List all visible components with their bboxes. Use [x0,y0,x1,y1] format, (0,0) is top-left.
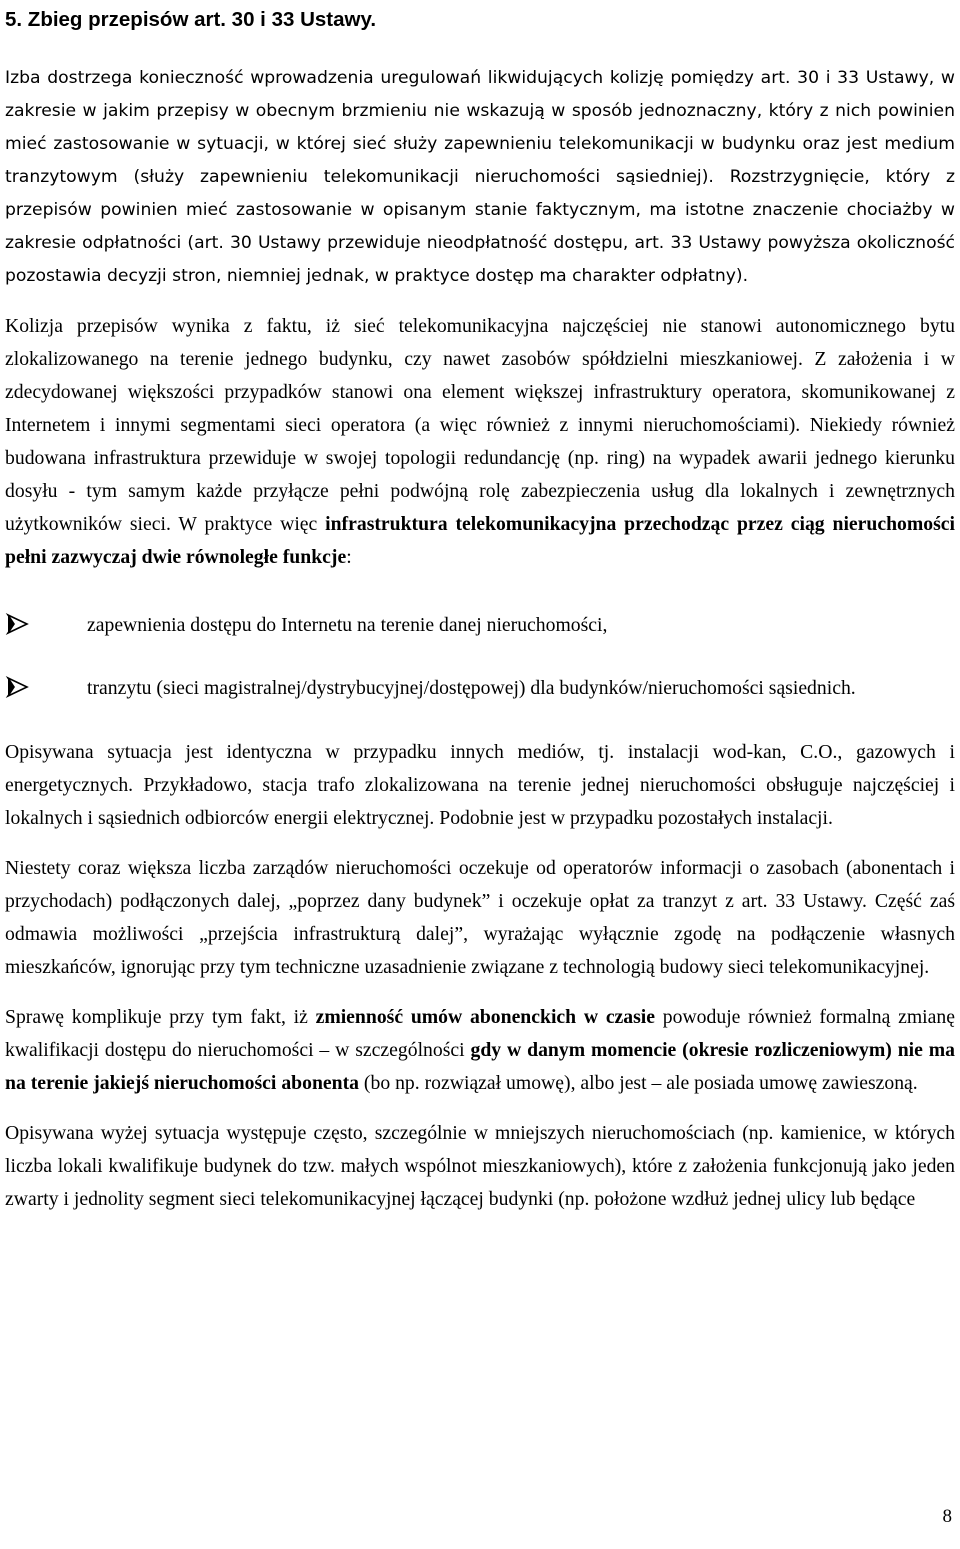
paragraph-text: (bo np. rozwiązał umowę), albo jest – ale posiada umowę zawieszoną. [359,1072,918,1094]
arrow-bullet-icon [5,611,31,637]
document-page [5,0,955,1216]
page-number: 8 [942,1506,952,1527]
paragraph-small-properties: Opisywana wyżej sytuacja występuje często, szczególnie w mniejszych nieruchomościach (np. kamienice, w których liczba lokali kwalifikuje budynek do tzw. małych wspólnot mieszkaniowych), które z założenia funkcjonują jako jeden zwarty i jednolity segment sieci telekomunikacyjnej łączącej budynki (np. położone wzdłuż jednej ulicy lub będące [5,1122,955,1210]
paragraph-text: Kolizja przepisów wynika z faktu, iż sieć telekomunikacyjna najczęściej nie stanowi autonomicznego bytu zlokalizowanego na terenie jednego budynku, czy nawet zasobów spółdzielni mieszkaniowej. Z założenia i w zdecydowanej większości przypadków stanowi ona element większej infrastruktury operatora, skomunikowanej z Internetem i innymi segmentami sieci operatora (a więc również z innymi nieruchomościami). Niekiedy również budowana infrastruktura przewiduje w swojej topologii redundancję (np. ring) na wypadek awarii jednego kierunku dosyłu - tym samym każde przyłącze pełni podwójną rolę zabezpieczenia usług dla lokalnych i zewnętrznych użytkowników sieci. W praktyce więc [5,315,955,535]
arrow-bullet-icon [5,674,31,700]
paragraph-colon: : [346,546,352,568]
paragraph-management-demands: Niestety coraz większa liczba zarządów nieruchomości oczekuje od operatorów informacji o zasobach (abonentach i przychodach) podłączonych dalej, „poprzez dany budynek” i oczekuje opłat za tranzyt z art. 33 Ustawy. Część zaś odmawia możliwości „przejścia infrastrukturą dalej”, wyrażając wyłącznie zgodę na podłączenie własnych mieszkańców, ignorując przy tym techniczne uzasadnienie związane z technologią budowy sieci telekomunikacyjnej. [5,857,955,978]
paragraph-bold-text: gdy w danym momencie (okresie rozliczeniowym) nie ma na terenie jakiejś nieruchomości abonenta [5,1039,955,1094]
paragraph-collision-cause [5,310,955,574]
paragraph-text: powoduje również formalną zmianę kwalifikacji dostępu do nieruchomości – w szczególności [5,1006,955,1061]
list-item-text: zapewnienia dostępu do Internetu na terenie danej nieruchomości, [87,614,608,636]
list-item [5,672,955,705]
paragraph-bold-text: zmienność umów abonenckich w czasie [315,1006,656,1028]
paragraph-text: Sprawę komplikuje przy tym fakt, iż [5,1006,316,1028]
section-heading: 5. Zbieg przepisów art. 30 i 33 Ustawy. [5,8,377,31]
paragraph-other-media: Opisywana sytuacja jest identyczna w przypadku innych mediów, tj. instalacji wod-kan, C.O., gazowych i energetycznych. Przykładowo, stacja trafo zlokalizowana na terenie jednej nieruchomości obsługuje najczęściej i lokalnych i sąsiednich odbiorców energii elektrycznej. Podobnie jest w przypadku pozostałych instalacji. [5,741,955,829]
paragraph-bold-text: infrastruktura telekomunikacyjna przechodząc przez ciąg nieruchomości pełni zazwyczaj dwie równoległe funkcje [5,513,955,568]
list-item [5,609,955,642]
list-item-text: tranzytu (sieci magistralnej/dystrybucyjnej/dostępowej) dla budynków/nieruchomości sąsiednich. [87,677,856,699]
functions-list [5,609,955,705]
paragraph-contract-variability [5,1001,955,1100]
paragraph-collision-intro: Izba dostrzega konieczność wprowadzenia uregulowań likwidujących kolizję pomiędzy art. 30 i 33 Ustawy, w zakresie w jakim przepisy w obecnym brzmieniu nie wskazują w sposób jednoznaczny, który z nich powinien mieć zastosowanie w sytuacji, w której sieć służy zapewnieniu telekomunikacji w budynku oraz jest medium tranzytowym (służy zapewnieniu telekomunikacji nieruchomości sąsiedniej). Rozstrzygnięcie, który z przepisów powinien mieć zastosowanie w opisanym stanie faktycznym, ma istotne znaczenie chociażby w zakresie odpłatności (art. 30 Ustawy przewiduje nieodpłatność dostępu, art. 33 Ustawy powyższa okoliczność pozostawia decyzji stron, niemniej jednak, w praktyce dostęp ma charakter odpłatny). [5,68,955,286]
